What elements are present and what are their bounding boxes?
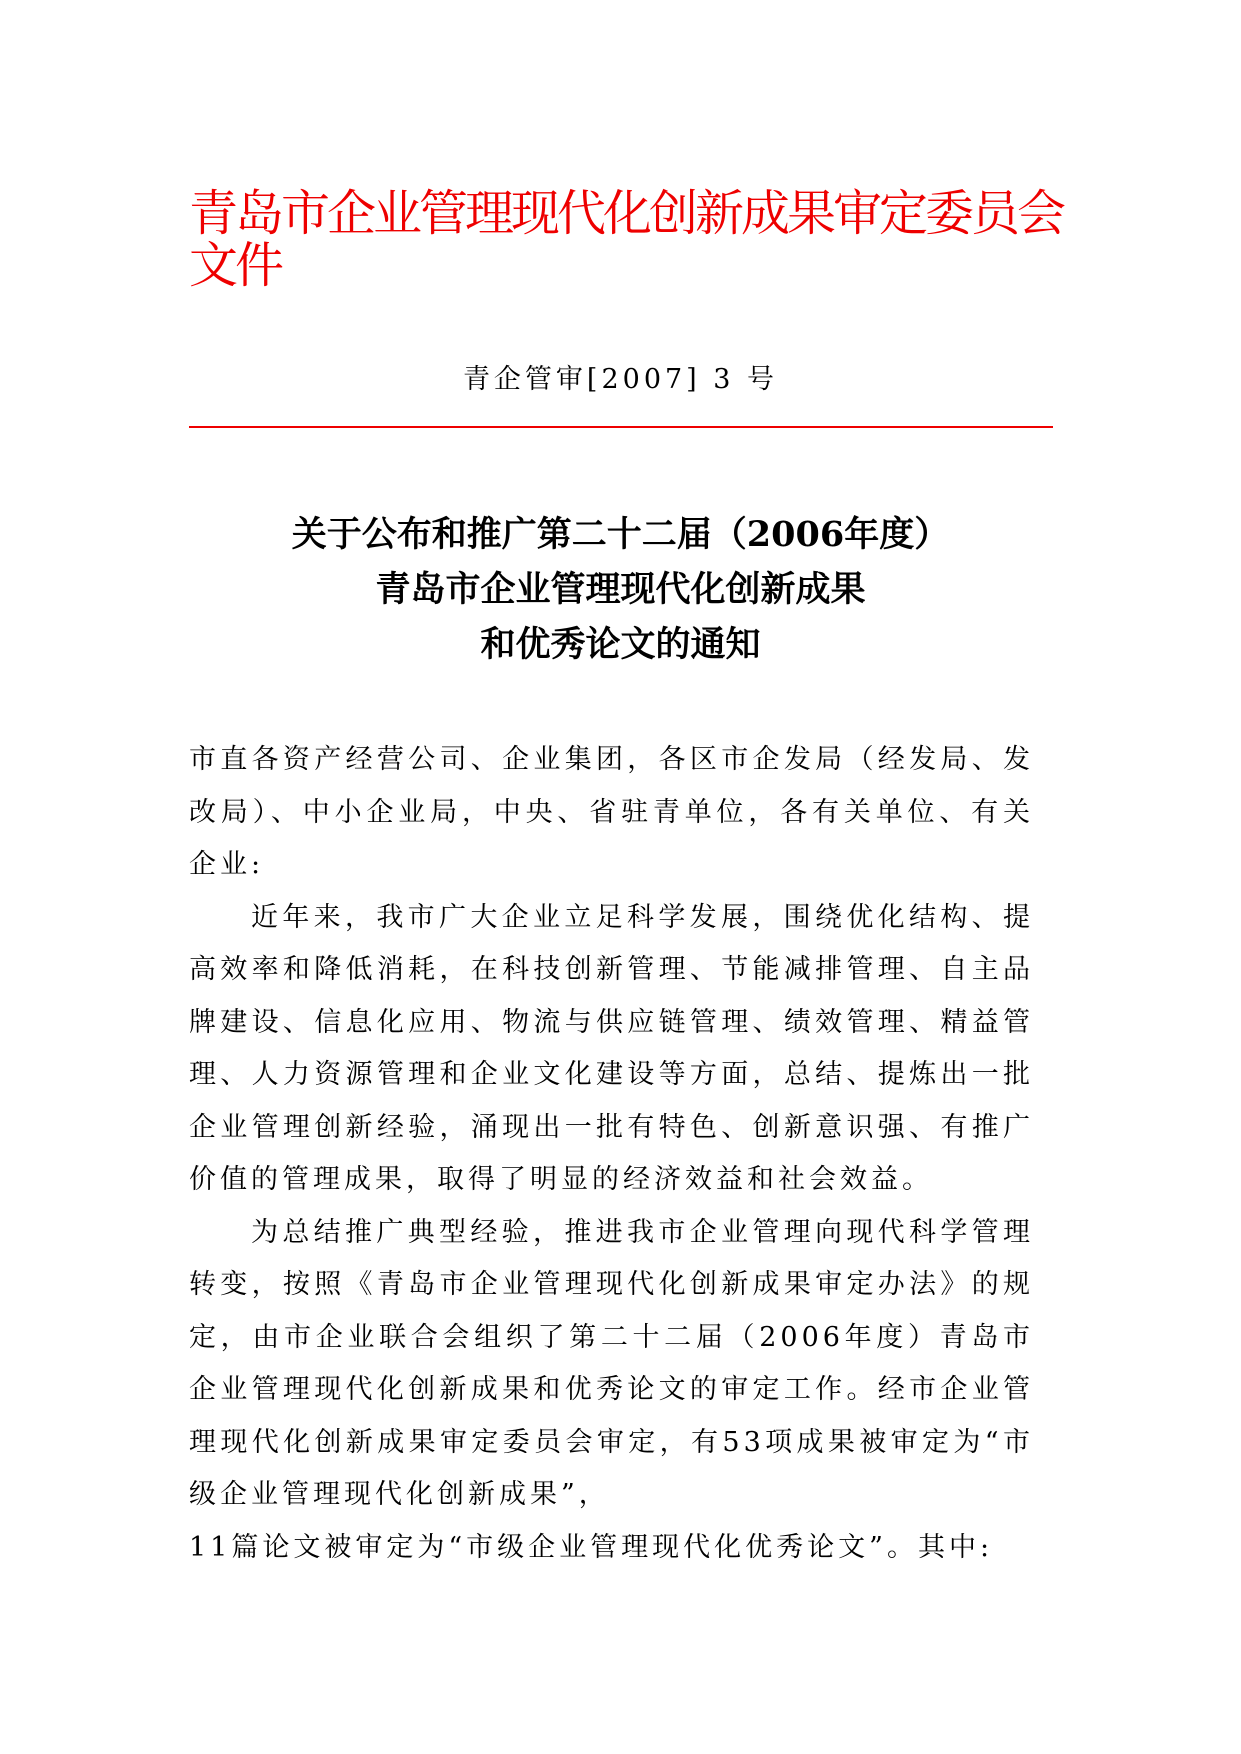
notice-title xyxy=(0,507,1241,672)
notice-title-line-2: 青岛市企业管理现代化创新成果 xyxy=(375,569,866,610)
salutation: 市直各资产经营公司、企业集团，各区市企发局（经发局、发改局）、中小企业局，中央、省驻青单位，各有关单位、有关企业: xyxy=(189,744,1034,880)
notice-title-line-1: 关于公布和推广第二十二届（2006年度） xyxy=(291,514,950,555)
body-paragraph: 11篇论文被审定为“市级企业管理现代化优秀论文”。其中: xyxy=(189,1531,994,1563)
body-paragraph: 为总结推广典型经验，推进我市企业管理向现代科学管理转变，按照《青岛市企业管理现代化创新成果审定办法》的规定，由市企业联合会组织了第二十二届（2006年度）青岛市企业管理现代化创新成果和优秀论文的审定工作。经市企业管理现代化创新成果审定委员会审定，有53项成果被审定为“市级企业管理现代化创新成果”， xyxy=(189,1216,1034,1510)
notice-title-line-3: 和优秀论文的通知 xyxy=(480,624,761,665)
document-number: 青企管审[2007] 3 号 xyxy=(462,364,779,395)
header-divider xyxy=(189,426,1053,428)
issuing-authority-header: 青岛市企业管理现代化创新成果审定委员会文件 xyxy=(189,185,1064,294)
body-paragraph: 近年来，我市广大企业立足科学发展，围绕优化结构、提高效率和降低消耗，在科技创新管理、节能减排管理、自主品牌建设、信息化应用、物流与供应链管理、绩效管理、精益管理、人力资源管理和企业文化建设等方面，总结、提炼出一批企业管理创新经验，涌现出一批有特色、创新意识强、有推广价值的管理成果，取得了明显的经济效益和社会效益。 xyxy=(189,901,1034,1195)
notice-body xyxy=(189,734,1034,1574)
